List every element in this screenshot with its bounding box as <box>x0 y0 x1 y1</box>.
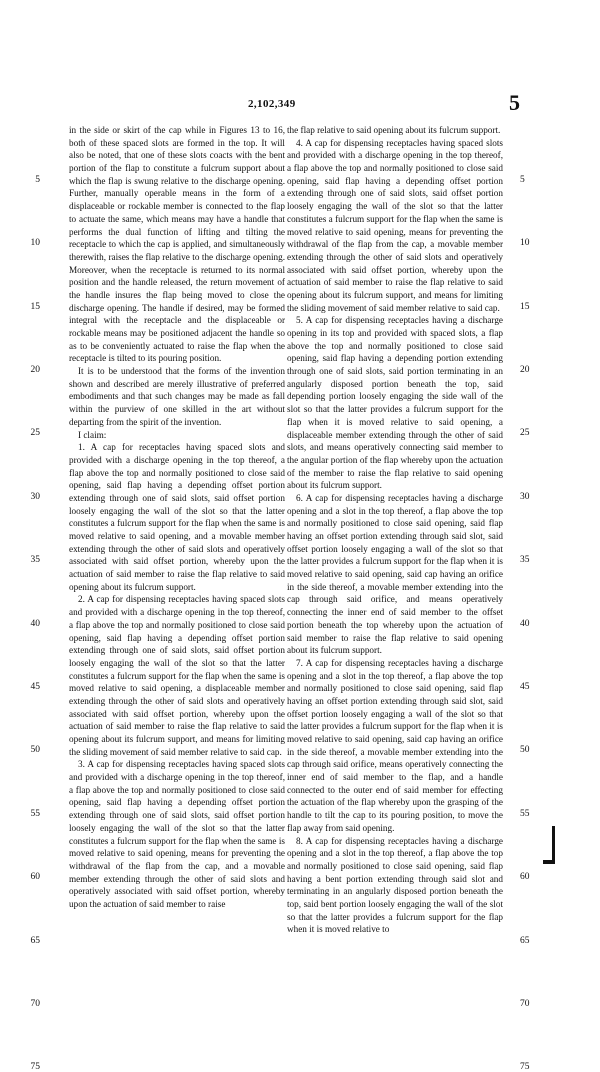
claim-1: 1. A cap for receptacles having spaced slots and provided with a discharge opening in the top thereof, a flap above the top and normally positioned to close said opening, said flap having a depending offset portion extending through one of said slots, said offset portion loosely engaging the wall of the slot so that the latter constitutes a fulcrum support for the flap when the same is moved relative to said opening, and a movable member extending through the other of said slots and operatively associated with said offset portion, whereby upon the actuation of said member to raise the flap relative to said opening about its fulcrum support. <box>69 442 285 592</box>
line-number: 20 <box>30 364 40 375</box>
line-number: 30 <box>30 491 40 502</box>
line-number: 15 <box>520 301 530 312</box>
line-number: 55 <box>30 808 40 819</box>
page-header <box>0 92 600 118</box>
line-number: 25 <box>520 428 530 439</box>
line-number: 40 <box>30 618 40 629</box>
corner-crop-mark <box>552 826 555 864</box>
line-number: 70 <box>30 998 40 1009</box>
claim-5: 5. A cap for dispensing receptacles having a discharge opening in its top and provided with spaced slots, a flap above the top and normally positioned to close said opening, said flap having a depending portion extending through one of said slots, said portion terminating in an angularly disposed portion beneath the top, said depending portion loosely engaging the side wall of the slot so that the latter provides a fulcrum support for the flap when it is moved relative to said opening, a displaceable member extending through the other of said slots, and means operatively connecting said member to the angular portion of the flap whereby upon the actuation of the member to raise the flap relative to said opening about its fulcrum support. <box>287 315 503 491</box>
paragraph: in the side or skirt of the cap while in Figures 13 to 16, both of these spaced slots are formed in the top. It will also be noted, that one of these slots coacts with the bent portion of the flap to constitute a fulcrum support about which the flap is swung relative to the discharge opening. Further, manually operable means in the form of a displaceable or rockable member is connected to the flap to actuate the same, which means may have a handle that performs the dual function of lifting and tilting the receptacle to which the cap is applied, and simultaneously therewith, raises the flap relative to the discharge opening. Moreover, when the receptacle is returned to its normal position and the handle released, the return movement of the handle insures the flap being moved to close the discharge opening. The handle if desired, may be formed integral with the receptacle and the displaceable or rockable means may be positioned adjacent the handle so as to be conveniently actuated to raise the flap when the receptacle is tilted to its pouring position. <box>69 125 285 364</box>
line-number: 15 <box>30 301 40 312</box>
line-number: 25 <box>30 428 40 439</box>
paragraph: the flap relative to said opening about its fulcrum support. <box>287 125 501 135</box>
right-text-column <box>287 124 503 936</box>
line-number: 35 <box>30 555 40 566</box>
line-number: 40 <box>520 618 530 629</box>
line-number: 65 <box>30 935 40 946</box>
line-number: 60 <box>30 872 40 883</box>
line-number: 65 <box>520 935 530 946</box>
claims-heading: I claim: <box>78 429 107 440</box>
line-number: 70 <box>520 998 530 1009</box>
line-number: 45 <box>520 681 530 692</box>
paragraph: It is to be understood that the forms of the invention shown and described are merely illustrative of preferred embodiments and that such changes may be made as fall within the purview of one skilled in the art without departing from the spirit of the invention. <box>69 366 285 427</box>
claim-8: 8. A cap for dispensing receptacles having a discharge opening and a slot in the top thereof, a flap above the top and normally positioned to close said opening, said flap having a bent portion extending through said slot and terminating in an angularly disposed portion beneath the top, said bent portion loosely engaging the wall of the slot so that the latter provides a fulcrum support for the flap when it is moved relative to <box>287 835 503 935</box>
line-number: 55 <box>520 808 530 819</box>
line-number: 20 <box>520 364 530 375</box>
line-number: 75 <box>520 1062 530 1072</box>
line-number: 60 <box>520 872 530 883</box>
patent-number: 2,102,349 <box>248 98 296 110</box>
line-number: 30 <box>520 491 530 502</box>
line-number: 50 <box>520 745 530 756</box>
claim-2: 2. A cap for dispensing receptacles having spaced slots and provided with a discharge opening in the top thereof, a flap above the top and normally positioned to close said opening, said flap having a depending offset portion extending through one of said slots, said offset portion loosely engaging the wall of the slot so that the latter constitutes a fulcrum support for the flap when the same is moved relative to said opening, a displaceable member extending through the other of said slots and operatively associated with said offset portion, whereby upon the actuation of said member to raise the flap relative to said opening about its fulcrum support, and means for limiting the sliding movement of said member relative to said cap. <box>69 594 285 757</box>
claim-3: 3. A cap for dispensing receptacles having spaced slots and provided with a discharge opening in the top thereof, a flap above the top and normally positioned to close said opening, said flap having a depending offset portion extending through one of said slots, said offset portion loosely engaging the wall of the slot so that the latter constitutes a fulcrum support for the flap when the same is moved relative to said opening, means for preventing the withdrawal of the flap from the cap, and a movable member extending through the other of said slots and operatively associated with said offset portion, whereby upon the actuation of said member to raise <box>69 759 285 909</box>
line-number: 5 <box>35 174 40 185</box>
page-number: 5 <box>509 90 520 115</box>
corner-crop-mark-foot <box>543 860 555 864</box>
line-number: 50 <box>30 745 40 756</box>
claim-6: 6. A cap for dispensing receptacles having a discharge opening and a slot in the top thereof, a flap above the top and normally positioned to close said opening, said flap having an offset portion extending through said slot, said offset portion loosely engaging a wall of the slot so that the latter provides a fulcrum support for the flap when it is moved relative to said opening, said cap having an orifice in the side thereof, a movable member extending into the cap through said orifice, and means operatively connecting the inner end of said member to the offset portion beneath the top whereby upon the actuation of said member to raise the flap relative to said opening about its fulcrum support. <box>287 492 503 656</box>
line-number: 10 <box>30 238 40 249</box>
line-number: 5 <box>520 174 525 185</box>
line-number: 45 <box>30 681 40 692</box>
claim-7: 7. A cap for dispensing receptacles having a discharge opening and a slot in the top thereof, a flap above the top and normally positioned to close said opening, said flap having an offset portion extending through said slot, said offset portion loosely engaging a wall of the slot so that the latter provides a fulcrum support for the flap when it is moved relative to said opening, said cap having an orifice in the side thereof, a movable member extending into the cap through said orifice, means operatively connecting the inner end of said member to the flap, and a handle connected to the outer end of said member for effecting the actuation of the flap whereby upon the grasping of the handle to tilt the cap to its pouring position, to move the flap away from said opening. <box>287 657 503 833</box>
line-number: 10 <box>520 238 530 249</box>
line-number: 35 <box>520 555 530 566</box>
left-text-column <box>69 124 285 911</box>
line-number: 75 <box>30 1062 40 1072</box>
claim-4: 4. A cap for dispensing receptacles having spaced slots and provided with a discharge opening in the top thereof, a flap above the top and normally positioned to close said opening, said flap having a depending offset portion extending through one of said slots, said offset portion loosely engaging the wall of the slot so that the latter constitutes a fulcrum support for the flap when the same is moved relative to said opening, means for preventing the withdrawal of the flap from the cap, a movable member extending through the other of said slots and operatively associated with said offset portion, whereby upon the actuation of said member to raise the flap relative to said opening about its fulcrum support, and means for limiting the sliding movement of said member relative to said cap. <box>287 137 503 313</box>
